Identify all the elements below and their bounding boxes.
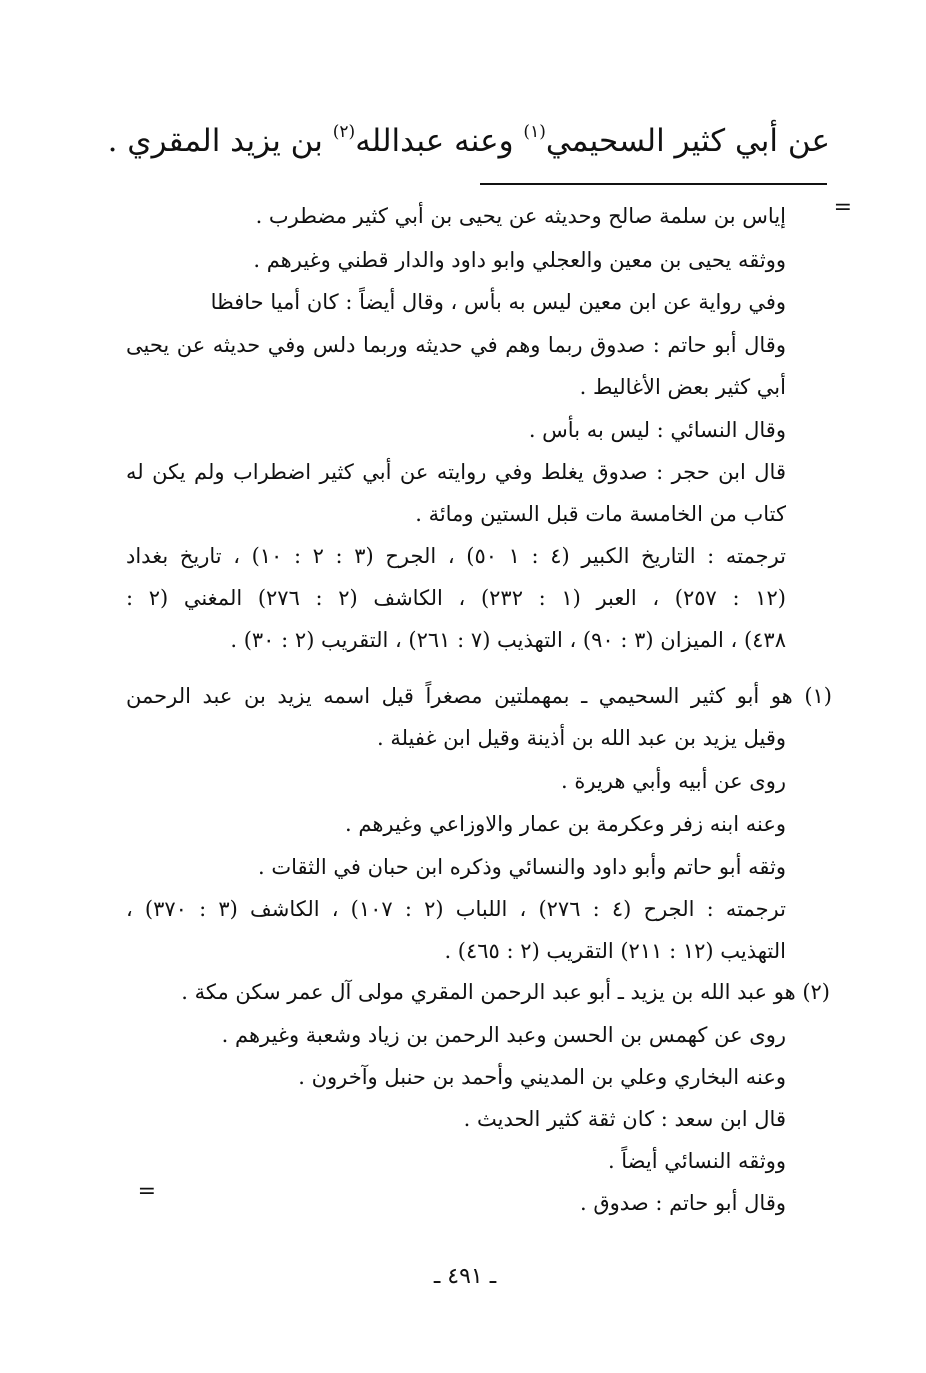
footnote-separator (480, 183, 827, 185)
footnote-2-line-2: روى عن كهمس بن الحسن وعبد الرحمن بن زياد وشعبة وغيرهم . (221, 1023, 786, 1047)
text-line-9: ترجمته : التاريخ الكبير (٤ : ١ ٥٠) ، الجرح (٣ : ٢ : ١٠) ، تاريخ بغداد (126, 544, 786, 568)
heading-part-2: وعنه عبدالله (355, 123, 514, 159)
footnote-2-line-4: قال ابن سعد : كان ثقة كثير الحديث . (463, 1107, 786, 1131)
footnote-2-line-6: وقال أبو حاتم : صدوق . (580, 1191, 786, 1215)
heading-part-3: بن يزيد المقري . (107, 123, 323, 159)
footnote-2-line-5: ووثقه النسائي أيضاً . (607, 1149, 786, 1173)
text-line-6: وقال النسائي : ليس به بأس . (528, 418, 786, 442)
footnote-ref-1: (١) (523, 122, 546, 142)
text-line-2: ووثقه يحيى بن معين والعجلي وابو داود والدار قطني وغيرهم . (253, 248, 786, 272)
text-line-11: ٤٣٨) ، الميزان (٣ : ٩٠) ، التهذيب (٧ : ٢٦١) ، التقريب (٢ : ٣٠) . (230, 628, 786, 652)
text-line-3: وفي رواية عن ابن معين ليس به بأس ، وقال أيضاً : كان أميا حافظا (210, 290, 786, 314)
continuation-mark-top: = (833, 195, 852, 220)
text-line-7: قال ابن حجر : صدوق يغلط وفي روايته عن أبي كثير اضطراب ولم يكن له (126, 460, 786, 484)
footnote-1-line-3: روى عن أبيه وأبي هريرة . (561, 769, 786, 793)
footnote-1-line-4: وعنه ابنه زفر وعكرمة بن عمار والاوزاعي وغيرهم . (345, 812, 786, 836)
text-line-5: أبي كثير بعض الأغاليط . (579, 375, 786, 399)
heading-part-1: عن أبي كثير السحيمي (545, 123, 830, 159)
footnote-ref-2: (٢) (332, 122, 356, 142)
continuation-mark-bottom: = (137, 1179, 156, 1204)
text-line-10: (١٢ : ٢٥٧) ، العبر (١ : ٢٣٢) ، الكاشف (٢ : ٢٧٦) المغني (٢ : (126, 586, 786, 610)
footnote-1-line-5: وثقه أبو حاتم وأبو داود والنسائي وذكره ابن حبان في الثقات . (257, 855, 786, 879)
footnote-2-line-1: (٢) هو عبد الله بن يزيد ـ أبو عبد الرحمن المقري مولى آل عمر سكن مكة . (181, 980, 830, 1004)
footnote-1-line-7: التهذيب (١٢ : ٢١١) التقريب (٢ : ٤٦٥) . (444, 939, 786, 963)
page-heading (108, 112, 830, 161)
footnote-1-line-6: ترجمته : الجرح (٤ : ٢٧٦) ، اللباب (٢ : ١٠٧) ، الكاشف (٣ : ٣٧٠) ، (126, 897, 786, 921)
page-number: ـ ٤٩١ ـ (433, 1264, 497, 1289)
text-line-1: إياس بن سلمة صالح وحديثه عن يحيى بن أبي كثير مضطرب . (255, 204, 786, 228)
text-line-8: كتاب من الخامسة مات قبل الستين ومائة . (415, 502, 786, 526)
text-line-4: وقال أبو حاتم : صدوق ربما وهم في حديثه وربما دلس وفي حديثه عن يحيى (126, 333, 786, 357)
footnote-2-line-3: وعنه البخاري وعلي بن المديني وأحمد بن حنبل وآخرون . (298, 1065, 786, 1089)
footnote-1-line-1: (١) هو أبو كثير السحيمي ـ بمهملتين مصغراً قيل اسمه يزيد بن عبد الرحمن (126, 684, 832, 708)
footnote-1-line-2: وقيل يزيد بن عبد الله بن أذينة وقيل ابن غفيلة . (376, 726, 786, 750)
